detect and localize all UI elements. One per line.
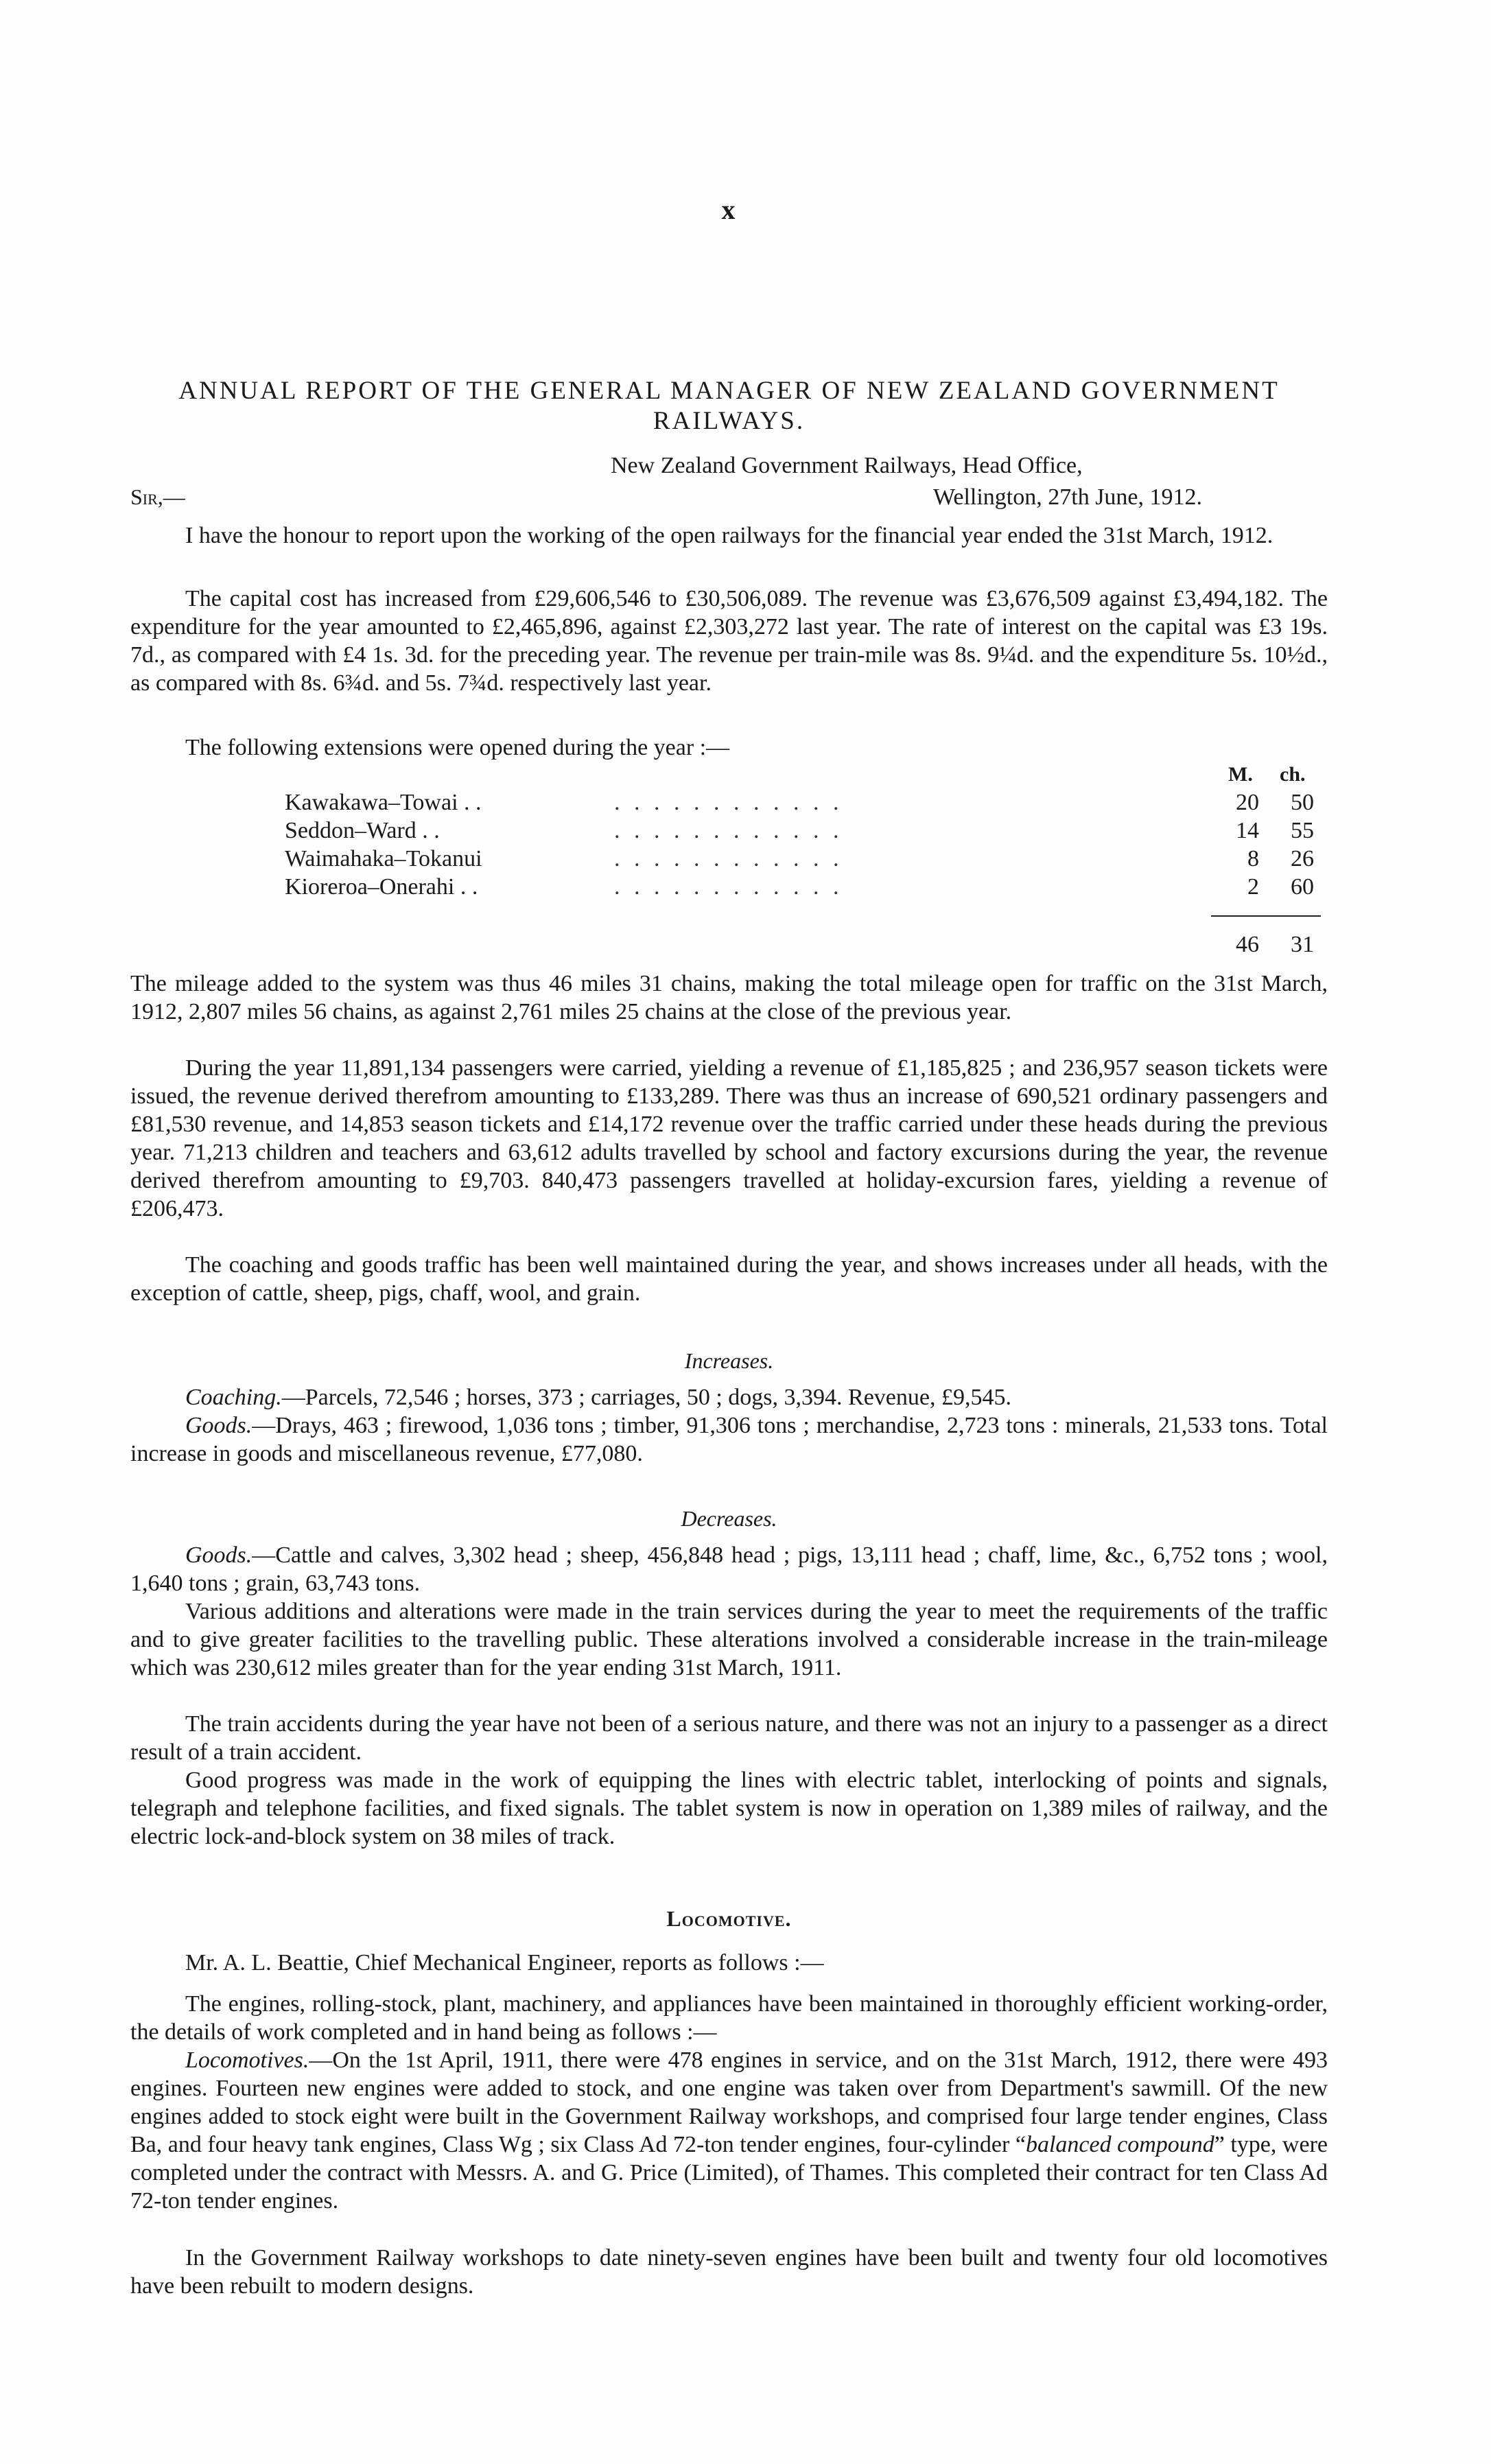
col-miles-header: M.	[1228, 763, 1253, 786]
extension-row	[285, 817, 1348, 845]
engines-paragraph: The engines, rolling-stock, plant, machinery, and appliances have been maintained in thoroughly efficient working-order, the details of work completed and in hand being as follows :—	[130, 1991, 1328, 2045]
total-chains: 31	[1291, 932, 1314, 957]
extensions-intro: The following extensions were opened during the year :—	[185, 735, 730, 760]
extension-chains: 26	[1291, 846, 1314, 871]
extension-miles: 20	[1236, 790, 1259, 815]
extension-name: Seddon–Ward . .	[285, 818, 440, 843]
address-line-1: New Zealand Government Railways, Head Office,	[611, 453, 1083, 478]
extension-row	[285, 788, 1348, 817]
alterations-paragraph: Various additions and alterations were made in the train services during the year to meet the requirements of the traffic and to give greater facilities to the travelling public. These alterations involved a considerable increase in the train-mileage which was 230,612 miles greater than for the year ending 31st March, 1911.	[130, 1599, 1328, 1680]
capital-paragraph: The capital cost has increased from £29,606,546 to £30,506,089. The revenue was £3,676,509 against £3,494,182. The expenditure for the year amounted to £2,465,896, against £2,303,272 last year. The rate of interest on the capital was £3 19s. 7d., as compared with £4 1s. 3d. for the preceding year. The revenue per train-mile was 8s. 9¼d. and the expenditure 5s. 10½d., as compared with 8s. 6¾d. and 5s. 7¾d. respectively last year.	[130, 586, 1328, 696]
coaching-paragraph: The coaching and goods traffic has been well maintained during the year, and shows increases under all heads, with the exception of cattle, sheep, pigs, chaff, wool, and grain.	[130, 1252, 1328, 1306]
workshops-paragraph: In the Government Railway workshops to date ninety-seven engines have been built and twenty four old locomotives have been rebuilt to modern designs.	[130, 2245, 1328, 2299]
coaching-label: Coaching.	[185, 1385, 282, 1410]
locomotives-label: Locomotives.	[185, 2048, 309, 2073]
extension-name: Kawakawa–Towai . .	[285, 790, 482, 815]
extensions-total	[285, 930, 1348, 959]
report-title: ANNUAL REPORT OF THE GENERAL MANAGER OF NEW ZEALAND GOVERNMENT RAILWAYS.	[178, 377, 1280, 435]
beattie-paragraph: Mr. A. L. Beattie, Chief Mechanical Engineer, reports as follows :—	[185, 1950, 824, 1975]
signals-paragraph: Good progress was made in the work of equipping the lines with electric tablet, interlocking of points and signals, telegraph and telephone facilities, and fixed signals. The tablet system is now in operation on 1,389 miles of railway, and the electric lock-and-block system on 38 miles of track.	[130, 1768, 1328, 1849]
intro-paragraph: I have the honour to report upon the working of the open railways for the financial year ended the 31st March, 1912.	[185, 523, 1273, 548]
leader-dots: . . . . . . . . . . . .	[614, 790, 843, 815]
leader-dots: . . . . . . . . . . . .	[614, 846, 843, 871]
total-miles: 46	[1236, 932, 1259, 957]
page-number: x	[721, 194, 737, 225]
extension-name: Kioreroa–Onerahi . .	[285, 874, 478, 900]
extension-row	[285, 845, 1348, 873]
balanced-compound: balanced compound	[1025, 2132, 1214, 2157]
locomotives-text-b: ” type, were completed under the contract with Messrs. A. and G. Price (Limited), of Thames. This completed their contract for ten Class Ad 72-ton tender engines.	[130, 2132, 1328, 2214]
col-chains-header: ch.	[1280, 763, 1306, 786]
leader-dots: . . . . . . . . . . . .	[614, 818, 843, 843]
address-line-2: Wellington, 27th June, 1912.	[933, 484, 1203, 510]
extension-miles: 14	[1236, 818, 1259, 843]
salutation: Sir,—	[130, 484, 185, 509]
goods-label: Goods.	[185, 1542, 253, 1568]
extensions-header	[285, 760, 1348, 788]
locomotives-paragraph	[130, 2046, 1328, 2215]
mileage-paragraph: The mileage added to the system was thus 46 miles 31 chains, making the total mileage open for traffic on the 31st March, 1912, 2,807 miles 56 chains, as against 2,761 miles 25 chains at the close of the previous year.	[130, 971, 1328, 1024]
extension-row	[285, 873, 1348, 901]
coaching-text: —Parcels, 72,546 ; horses, 373 ; carriages, 50 ; dogs, 3,394. Revenue, £9,545.	[281, 1385, 1011, 1410]
extension-chains: 55	[1291, 818, 1314, 843]
leader-dots: . . . . . . . . . . . .	[614, 874, 843, 900]
extension-miles: 8	[1247, 846, 1259, 871]
extension-name: Waimahaka–Tokanui	[285, 846, 482, 871]
goods-label: Goods.	[185, 1413, 253, 1438]
goods-text: —Drays, 463 ; firewood, 1,036 tons ; timber, 91,306 tons ; merchandise, 2,723 tons : minerals, 21,533 tons. Total increase in goods and miscellaneous revenue, £77,080.	[130, 1413, 1328, 1466]
extension-miles: 2	[1247, 874, 1259, 900]
extension-chains: 60	[1291, 874, 1314, 900]
extensions-table	[285, 760, 1348, 957]
passengers-paragraph: During the year 11,891,134 passengers were carried, yielding a revenue of £1,185,825 ; and 236,957 season tickets were issued, the revenue derived therefrom amounting to £133,289. There was thus an increase of 690,521 ordinary passengers and £81,530 revenue, and 14,853 season tickets and £14,172 revenue over the traffic carried under these heads during the previous year. 71,213 children and teachers and 63,612 adults travelled by school and factory excursions during the year, the revenue derived therefrom amounting to £9,703. 840,473 passengers travelled at holiday-excursion fares, yielding a revenue of £206,473.	[130, 1055, 1328, 1221]
accidents-paragraph: The train accidents during the year have not been of a serious nature, and there was not an injury to a passenger as a direct result of a train accident.	[130, 1711, 1328, 1765]
locomotive-heading: Locomotive.	[666, 1906, 792, 1931]
extension-chains: 50	[1291, 790, 1314, 815]
decreases-goods	[130, 1541, 1328, 1597]
increases-coaching	[130, 1383, 1328, 1411]
decreases-heading: Decreases.	[681, 1506, 777, 1531]
increases-goods	[130, 1411, 1328, 1468]
total-rule	[1211, 915, 1321, 917]
increases-heading: Increases.	[684, 1348, 774, 1373]
goods-text: —Cattle and calves, 3,302 head ; sheep, 456,848 head ; pigs, 13,111 head ; chaff, lime, &c., 6,752 tons ; wool, 1,640 tons ; grain, 63,743 tons.	[130, 1542, 1328, 1596]
locomotives-text-a: —On the 1st April, 1911, there were 478 engines in service, and on the 31st March, 1912, there were 493 engines. Fourteen new engines were added to stock, and one engine was taken over from Department's sawmill. Of the new engines added to stock eight were built in the Government Railway workshops, and comprised four large tender engines, Class Ba, and four heavy tank engines, Class Wg ; six Class Ad 72-ton tender engines, four-cylinder “	[130, 2048, 1328, 2157]
